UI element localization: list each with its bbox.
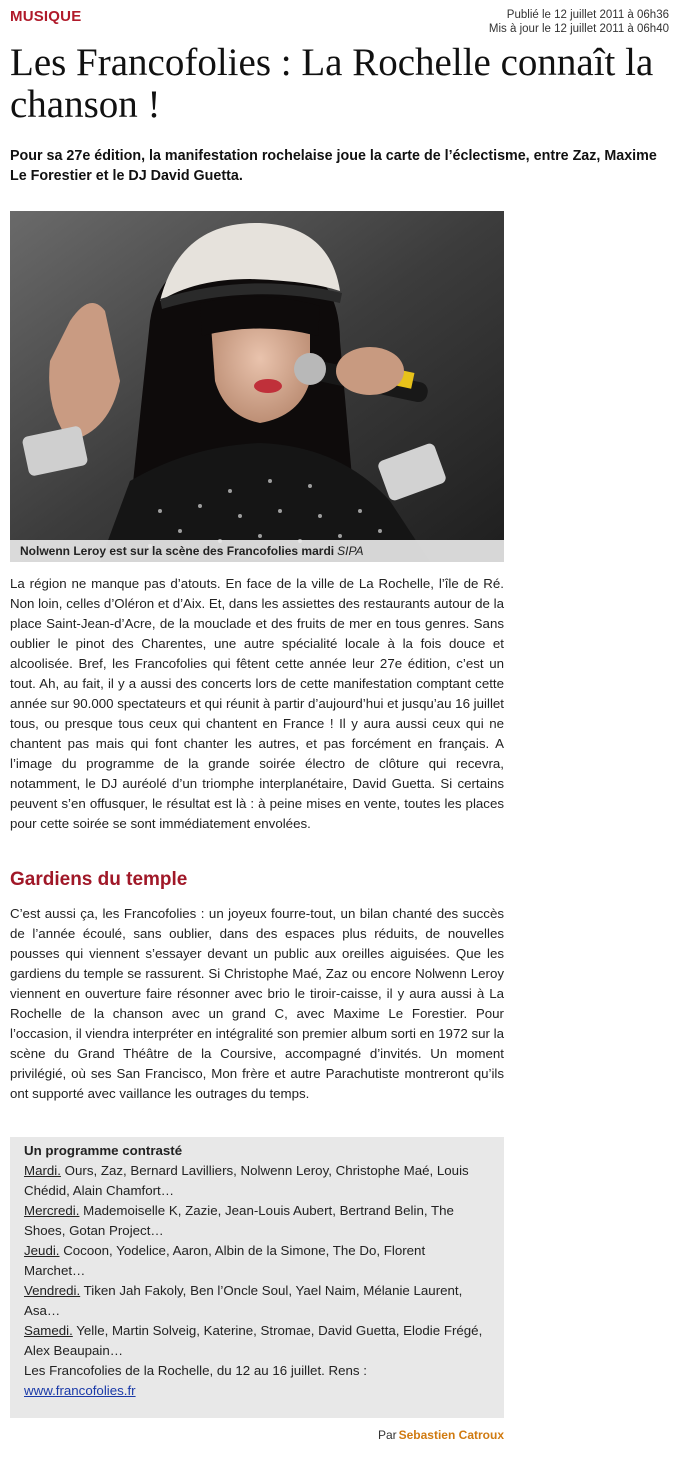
program-day-label[interactable]: Vendredi. [24,1283,81,1298]
program-day-saturday [24,1321,490,1361]
program-day-artists: Ours, Zaz, Bernard Lavilliers, Nolwenn Leroy, Christophe Maé, Louis Chédid, Alain Chamfort… [24,1163,469,1198]
program-title: Un programme contrasté [24,1143,183,1158]
byline [378,1428,504,1442]
article-photo [10,211,504,562]
festival-website-link[interactable]: www.francofolies.fr [24,1383,136,1398]
program-day-artists: Tiken Jah Fakoly, Ben l’Oncle Soul, Yael Naim, Mélanie Laurent, Asa… [24,1283,463,1318]
program-day-label[interactable]: Mardi. [24,1163,61,1178]
program-day-label[interactable]: Samedi. [24,1323,73,1338]
program-day-label[interactable]: Mercredi. [24,1203,80,1218]
program-day-tuesday [24,1161,490,1201]
program-box [10,1137,504,1418]
article-paragraph-1: La région ne manque pas d’atouts. En face de la ville de La Rochelle, l’île de Ré. Non loin, celles d’Oléron et d’Aix. Et, dans les assiettes des restaurants autour de la place Saint-Jean-d’Acre, de la mouclade et des fruits de mer en tous genres. Sans oublier le pinot des Charentes, une autre spécialité locale à la fois douce et alcoolisée. Bref, les Francofolies qui fêtent cette année leur 27e édition, c’est un tout. Ah, au fait, il y a aussi des concerts lors de cette manifestation comptant cette année sur 90.000 spectateurs et qui réunit à partir d’aujourd’hui et jusqu’au 16 juillet tous, ou presque tous ceux qui chantent en France ! Il y aura aussi ceux qui ne chantent pas mais qui font chanter les autres, et pas forcément en français. A l’image du programme de la grande soirée électro de clôture qui recevra, notamment, le DJ auréolé d’un triomphe interplanétaire, David Guetta. Si certains peuvent s’en offusquer, le résultat est là : à peine mises en vente, toutes les places pour cette soirée se sont immédiatement envolées. [10,576,504,831]
program-day-wednesday [24,1201,490,1241]
program-day-artists: Cocoon, Yodelice, Aaron, Albin de la Simone, The Do, Florent Marchet… [24,1243,426,1278]
caption-text: Nolwenn Leroy est sur la scène des Francofolies mardi [20,544,335,558]
program-day-artists: Mademoiselle K, Zazie, Jean-Louis Aubert, Bertrand Belin, The Shoes, Gotan Project… [24,1203,454,1238]
author-link[interactable]: Sebastien Catroux [398,1428,504,1442]
program-info: Les Francofolies de la Rochelle, du 12 au 16 juillet. Rens : [24,1363,367,1378]
published-date: Publié le 12 juillet 2011 à 06h36 [506,9,669,21]
singer-photo-illustration [10,211,504,562]
photo-caption [10,540,504,562]
program-day-label[interactable]: Jeudi. [24,1243,60,1258]
photo-credit: SIPA [337,544,364,558]
program-day-friday [24,1281,490,1321]
byline-prefix: Par [377,1428,397,1442]
article-subheading: Gardiens du temple [10,869,188,890]
program-day-thursday [24,1241,490,1281]
article-paragraph-2: C’est aussi ça, les Francofolies : un joyeux fourre-tout, un bilan chanté des succès de l’année écoulé, sans oublier, dans des espaces plus réduits, de nouvelles pousses qui viennent s’essayer devant un public aux oreilles aiguisées. Que les gardiens du temple se rassurent. Si Christophe Maé, Zaz ou encore Nolwenn Leroy viennent en ouverture faire résonner avec brio le tiroir-caisse, il y aura aussi à La Rochelle de la chanson avec un grand C, avec Maxime Le Forestier. Pour l’occasion, il viendra interpréter en intégralité son premier album sorti en 1972 sur la scène du Grand Théâtre de la Coursive, accompagné d’invités. Un moment privilégié, où ses San Francisco, Mon frère et autre Parachutiste montreront qu’ils ont supporté avec vaillance les outrages du temps. [10,906,504,1101]
program-day-artists: Yelle, Martin Solveig, Katerine, Stromae, David Guetta, Elodie Frégé, Alex Beaupain… [24,1323,483,1358]
article-title: Les Francofolies : La Rochelle connaît la chanson ! [10,41,654,126]
updated-date: Mis à jour le 12 juillet 2011 à 06h40 [488,23,669,35]
publication-dates [489,8,669,36]
article-standfirst: Pour sa 27e édition, la manifestation rochelaise joue la carte de l’éclectisme, entre Zaz, Maxime Le Forestier et le DJ David Guetta. [10,148,657,184]
section-label[interactable]: MUSIQUE [10,8,82,25]
